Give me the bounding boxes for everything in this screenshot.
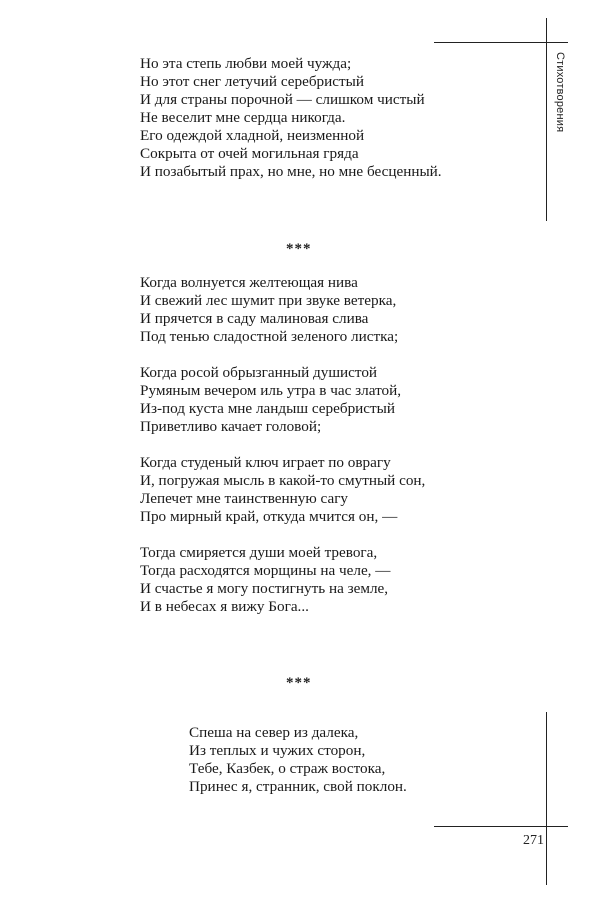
page-number: 271 — [523, 833, 544, 848]
poem-stanza-4 — [140, 544, 390, 616]
poem-divider: *** — [286, 241, 312, 257]
poem-line: Приветливо качает головой; — [140, 418, 322, 435]
poem-stanza-1 — [140, 274, 398, 346]
poem-line: Из-под куста мне ландыш серебристый — [140, 400, 395, 417]
poem-line: И в небесах я вижу Бога... — [140, 598, 309, 615]
poem-line: Сокрыта от очей могильная гряда — [140, 145, 359, 162]
footer-horizontal-rule — [434, 826, 568, 827]
poem-stanza-2 — [140, 364, 401, 436]
running-head-vertical-rule — [546, 18, 547, 221]
poem-line: И, погружая мысль в какой-то смутный сон, — [140, 472, 426, 489]
poem-line: И для страны порочной — слишком чистый — [140, 91, 425, 108]
poem-line: Его одеждой хладной, неизменной — [140, 127, 365, 144]
poem-line: Под тенью сладостной зеленого листка; — [140, 328, 399, 345]
poem-line: Когда волнуется желтеющая нива — [140, 274, 358, 291]
poem-line: И прячется в саду малиновая слива — [140, 310, 369, 327]
poem-stanza-3 — [140, 454, 425, 526]
poem-stanza-kazbek — [189, 724, 407, 796]
poem-line: Лепечет мне таинственную сагу — [140, 490, 349, 507]
poem-line: Но этот снег летучий серебристый — [140, 73, 364, 90]
poem-fragment — [140, 55, 442, 181]
poem-line: Но эта степь любви моей чужда; — [140, 55, 352, 72]
poem-line: И счастье я могу постигнуть на земле, — [140, 580, 389, 597]
poem-line: Когда студеный ключ играет по оврагу — [140, 454, 391, 471]
poem-line: Про мирный край, откуда мчится он, — — [140, 508, 398, 525]
poem-line: Когда росой обрызганный душистой — [140, 364, 378, 381]
poem-line: Не веселит мне сердца никогда. — [140, 109, 346, 126]
poem-line: Из теплых и чужих сторон, — [189, 742, 366, 759]
poem-line: Тогда расходятся морщины на челе, — — [140, 562, 391, 579]
running-head-horizontal-rule — [434, 42, 568, 43]
poem-line: И свежий лес шумит при звуке ветерка, — [140, 292, 397, 309]
poem-line: Принес я, странник, свой поклон. — [189, 778, 407, 795]
poem-line: Тогда смиряется души моей тревога, — [140, 544, 378, 561]
poem-line: И позабытый прах, но мне, но мне бесценный. — [140, 163, 442, 180]
poem-divider: *** — [286, 675, 312, 691]
footer-vertical-rule — [546, 712, 547, 885]
poem-line: Румяным вечером иль утра в час златой, — [140, 382, 402, 399]
section-label: Стихотворения — [554, 52, 566, 133]
poem-line: Тебе, Казбек, о страж востока, — [189, 760, 386, 777]
poem-line: Спеша на север из далека, — [189, 724, 359, 741]
